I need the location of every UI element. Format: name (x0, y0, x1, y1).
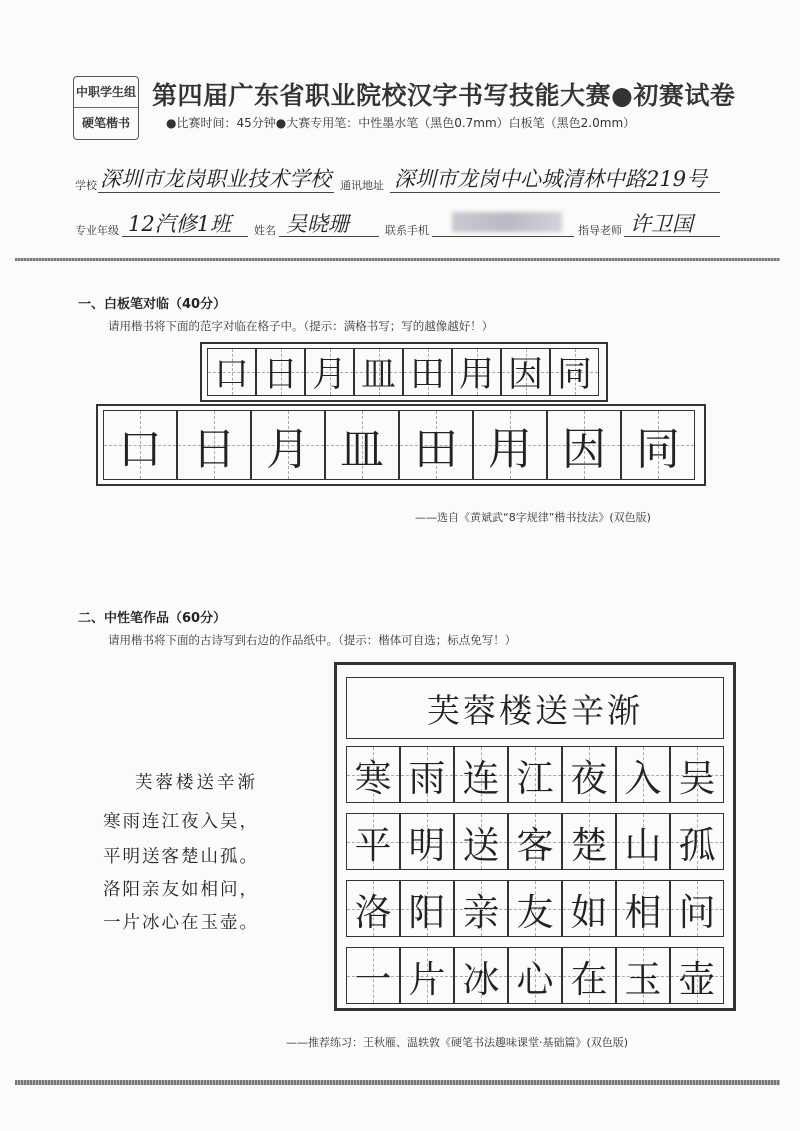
work-cell[interactable]: 一 (346, 947, 400, 1004)
poem-title: 芙蓉楼送辛渐 (135, 773, 258, 793)
poem-line: 洛阳亲友如相问， (103, 880, 259, 900)
work-cell[interactable]: 冰 (454, 947, 508, 1004)
poem-line: 平明送客楚山孤。 (103, 847, 259, 867)
work-cell[interactable]: 如 (562, 880, 616, 937)
teacher-field[interactable]: 许卫国 (630, 212, 693, 236)
model-cell: 同 (550, 348, 599, 396)
practice-cell[interactable]: 日 (177, 410, 251, 480)
practice-cell[interactable]: 因 (547, 410, 621, 480)
work-cell[interactable]: 客 (508, 813, 562, 870)
work-cell[interactable]: 平 (346, 813, 400, 870)
work-cell[interactable]: 吴 (670, 746, 724, 803)
work-cell[interactable]: 明 (400, 813, 454, 870)
work-cell[interactable]: 洛 (346, 880, 400, 937)
group-badge (73, 76, 139, 140)
badge-style: 硬笔楷书 (81, 116, 130, 130)
address-label: 通讯地址 (340, 179, 384, 192)
phone-label: 联系手机 (385, 224, 429, 237)
work-cell[interactable]: 壶 (670, 947, 724, 1004)
practice-cell[interactable]: 田 (399, 410, 473, 480)
model-cell: 皿 (354, 348, 403, 396)
work-cell[interactable]: 入 (616, 746, 670, 803)
practice-cell[interactable]: 用 (473, 410, 547, 480)
phone-field-redacted[interactable] (452, 212, 562, 232)
section1-hint: 请用楷书将下面的范字对临在格子中。（提示：满格书写；写的越像越好！） (108, 319, 494, 333)
work-cell[interactable]: 楚 (562, 813, 616, 870)
work-cell[interactable]: 玉 (616, 947, 670, 1004)
work-cell[interactable]: 亲 (454, 880, 508, 937)
work-cell[interactable]: 片 (400, 947, 454, 1004)
work-title-box[interactable] (346, 677, 724, 739)
badge-group: 中职学生组 (74, 77, 138, 108)
teacher-label: 指导老师 (578, 224, 622, 237)
practice-cell[interactable]: 皿 (325, 410, 399, 480)
work-cell[interactable]: 在 (562, 947, 616, 1004)
work-cell[interactable]: 问 (670, 880, 724, 937)
phone-underline (432, 236, 574, 237)
page-title: 第四届广东省职业院校汉字书写技能大赛●初赛试卷 (152, 81, 736, 110)
work-cell[interactable]: 雨 (400, 746, 454, 803)
practice-cell[interactable]: 口 (103, 410, 177, 480)
model-cell: 口 (207, 348, 256, 396)
section2-credit: ——推荐练习：王秋雁、温轶敦《硬笔书法趣味课堂·基础篇》(双色版) (286, 1036, 629, 1049)
model-cell: 日 (256, 348, 305, 396)
poem-line: 寒雨连江夜入吴， (103, 812, 259, 832)
model-cell: 用 (452, 348, 501, 396)
work-cell[interactable]: 友 (508, 880, 562, 937)
section2-heading: 二、中性笔作品（60分） (78, 611, 227, 626)
divider-bottom (15, 1080, 780, 1085)
model-cell: 田 (403, 348, 452, 396)
practice-cell[interactable]: 同 (621, 410, 695, 480)
address-field[interactable]: 深圳市龙岗中心城清林中路219号 (394, 167, 708, 191)
work-cell[interactable]: 江 (508, 746, 562, 803)
section2-hint: 请用楷书将下面的古诗写到右边的作品纸中。（提示：楷体可自选；标点免写！） (108, 633, 517, 647)
work-cell[interactable]: 夜 (562, 746, 616, 803)
name-label: 姓名 (254, 224, 276, 237)
school-label: 学校 (75, 179, 97, 192)
divider-top (15, 258, 780, 261)
grade-field[interactable]: 12汽修1班 (128, 212, 232, 236)
work-cell[interactable]: 山 (616, 813, 670, 870)
exam-info: ●比赛时间：45分钟●大赛专用笔：中性墨水笔（黑色0.7mm）白板笔（黑色2.0mm） (166, 116, 636, 130)
practice-cell[interactable]: 月 (251, 410, 325, 480)
name-field[interactable]: 吴晓珊 (286, 212, 349, 236)
work-cell[interactable]: 心 (508, 947, 562, 1004)
grade-label: 专业年级 (75, 224, 119, 237)
work-title: 芙蓉楼送辛渐 (427, 690, 643, 730)
poem-line: 一片冰心在玉壶。 (103, 913, 259, 933)
school-field[interactable]: 深圳市龙岗职业技术学校 (100, 167, 331, 191)
work-cell[interactable]: 寒 (346, 746, 400, 803)
work-cell[interactable]: 送 (454, 813, 508, 870)
work-cell[interactable]: 相 (616, 880, 670, 937)
work-cell[interactable]: 孤 (670, 813, 724, 870)
work-cell[interactable]: 连 (454, 746, 508, 803)
work-cell[interactable]: 阳 (400, 880, 454, 937)
section1-credit: ——选自《黄斌武“8字规律”楷书技法》(双色版) (415, 511, 651, 524)
model-cell: 月 (305, 348, 354, 396)
section1-heading: 一、白板笔对临（40分） (78, 297, 227, 312)
model-cell: 因 (501, 348, 550, 396)
